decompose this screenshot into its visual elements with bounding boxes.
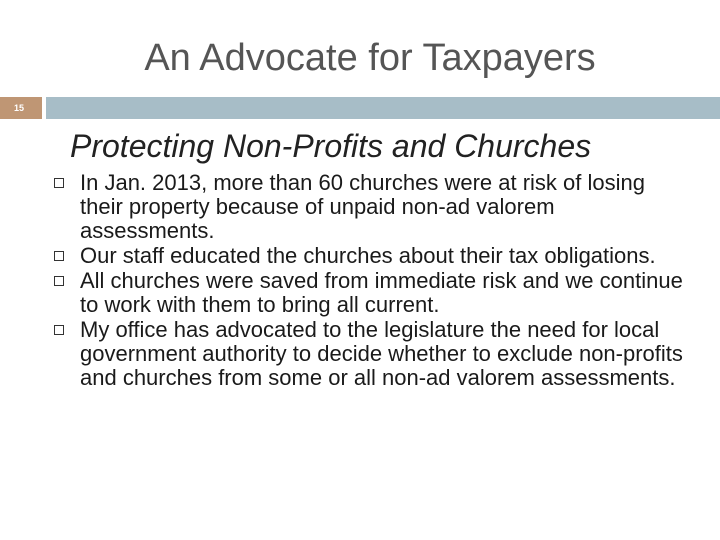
- bullet-item: [54, 171, 684, 243]
- hollow-square-bullet-icon: [54, 325, 64, 335]
- hollow-square-bullet-icon: [54, 178, 64, 188]
- bullet-text: My office has advocated to the legislature the need for local government authority to decide whether to exclude non-profits and churches from some or all non-ad valorem assessments.: [80, 317, 683, 390]
- bullet-item: [54, 244, 684, 268]
- bullet-text: In Jan. 2013, more than 60 churches were at risk of losing their property because of unpaid non-ad valorem assessments.: [80, 170, 645, 243]
- bullet-text: All churches were saved from immediate risk and we continue to work with them to bring all current.: [80, 268, 683, 317]
- slide-number-box: [0, 97, 42, 119]
- bullet-item: [54, 269, 684, 317]
- bullet-item: [54, 318, 684, 390]
- slide-subtitle: Protecting Non-Profits and Churches: [70, 128, 592, 164]
- slide-title: An Advocate for Taxpayers: [144, 37, 596, 79]
- bullet-list: [54, 171, 684, 391]
- hollow-square-bullet-icon: [54, 276, 64, 286]
- header-bar: [46, 97, 720, 119]
- bullet-text: Our staff educated the churches about their tax obligations.: [80, 243, 656, 268]
- slide-number: 15: [14, 103, 25, 113]
- hollow-square-bullet-icon: [54, 251, 64, 261]
